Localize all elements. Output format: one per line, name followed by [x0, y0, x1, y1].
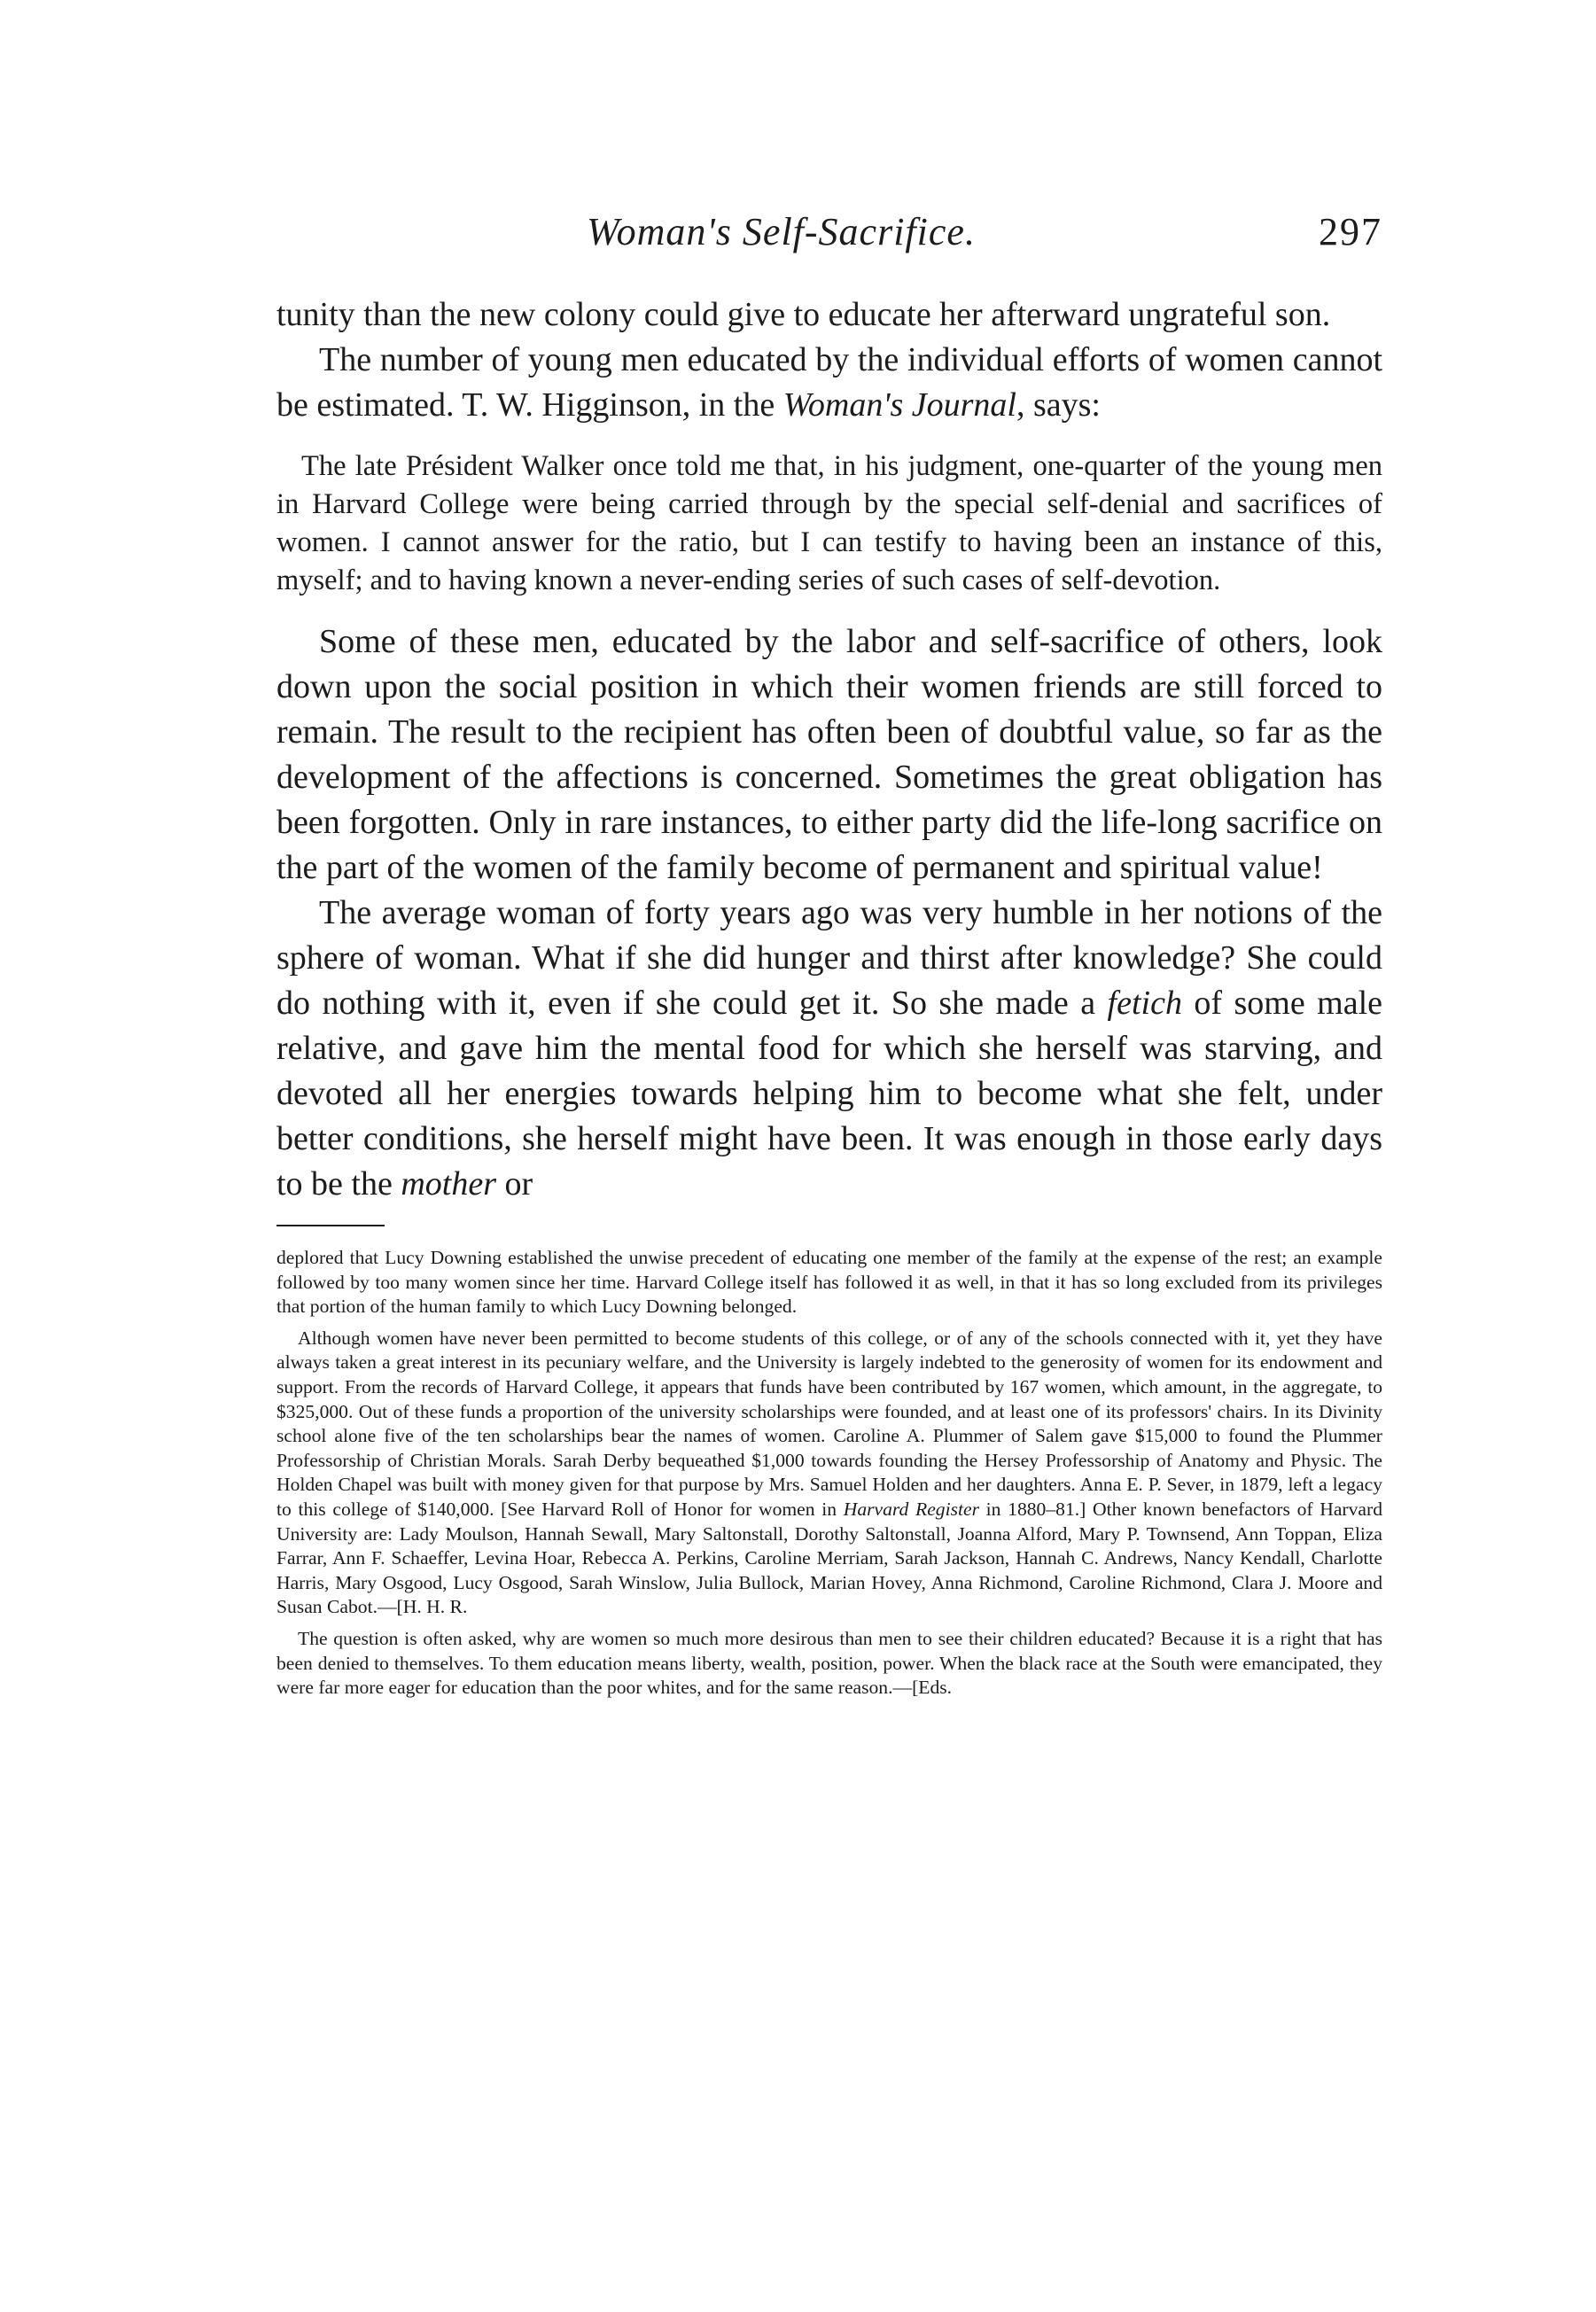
running-title: Woman's Self-Sacrifice. [587, 210, 976, 253]
paragraph-text: , says: [1016, 386, 1101, 424]
body-text [276, 292, 1382, 1708]
emphasis-fetich: fetich [1107, 985, 1182, 1022]
book-page [276, 0, 1382, 2312]
emphasis-mother: mother [401, 1165, 497, 1203]
footnote-continued: deplored that Lucy Downing established the unwise precedent of educating one member of the family at the expense of the rest; an example followed by too many women since her time. Harvard College itself has followed it as well, in that it has so long excluded from its privileges that portion of the human family to which Lucy Downing belonged. [276, 1247, 1382, 1318]
paragraph-educated-men: Some of these men, educated by the labor and self-sacrifice of others, look down upon the social position in which their women friends are still forced to remain. The result to the recipient has often been of doubtful value, so far as the development of the affections is concerned. Sometimes the great obligation has been forgotten. Only in rare instances, to either party did the life-long sacrifice on the part of the women of the family become of permanent and spiritual value! [276, 623, 1382, 886]
register-title: Harvard Register [843, 1498, 979, 1520]
footnotes [276, 1246, 1382, 1701]
footnote-editors: The question is often asked, why are women so much more desirous than men to see their children educated? Because it is a right that has been denied to themselves. To them education means liberty, wealth, position, power. When the black race at the South were emancipated, they were far more eager for education than the poor whites, and for the same reason.—[Eds. [276, 1627, 1382, 1699]
footnote-rule [276, 1225, 385, 1226]
paragraph-continued: tunity than the new colony could give to educate her afterward ungrateful son. [276, 296, 1331, 333]
paragraph-text: of some male relative, and gave him the mental food for which she herself was starving, and devoted all her energies towards helping him to become what she felt, under better conditions, she herself might have been. It was enough in those early days to be the [276, 985, 1383, 1203]
running-head [276, 209, 1382, 262]
footnote-text: Although women have never been permitted to become students of this college, or of any of the schools connected with it, yet they have always taken a great interest in its pecuniary welfare, and the University is largely indebted to the generosity of women for its endowment and support. From the records of Harvard College, it appears that funds have been contributed by 167 women, which amount, in the aggregate, to $325,000. Out of these funds a proportion of the university scholarships were founded, and at least one of its professors' chairs. In its Divinity school alone five of the ten scholarships bear the names of women. Caroline A. Plummer of Salem gave $15,000 to found the Plummer Professorship of Christian Morals. Sarah Derby bequeathed $1,000 towards founding the Hersey Professorship of Anatomy and Physic. The Holden Chapel was built with money given for that purpose by Mrs. Samuel Holden and her daughters. Anna E. P. Sever, in 1879, left a legacy to this college of $140,000. [See Harvard Roll of Honor for women in [276, 1327, 1382, 1520]
paragraph-text: or [496, 1165, 533, 1203]
paragraph-text: The number of young men educated by the individual efforts of women cannot be estimated. T. W. Higginson, in the [276, 341, 1382, 424]
paragraph-higginson [276, 338, 1382, 428]
paragraph-text: The average woman of forty years ago was very humble in her notions of the sphere of woman. What if she did hunger and thirst after knowledge? She could do nothing with it, even if she could get it. So she made a [276, 894, 1382, 1022]
journal-title: Woman's Journal [782, 386, 1016, 424]
paragraph-average-woman [276, 891, 1382, 1207]
page-number: 297 [1319, 210, 1382, 253]
block-quote: The late Président Walker once told me that, in his judgment, one-quarter of the young men in Harvard College were being carried through by the special self-denial and sacrifices of women. I cannot answer for the ratio, but I can testify to having been an instance of this, myself; and to having known a never-ending series of such cases of self-devotion. [276, 450, 1382, 596]
footnote-harvard-benefactors [276, 1327, 1382, 1620]
footnote-text: in 1880–81.] Other known benefactors of Harvard University are: Lady Moulson, Hannah Sewall, Mary Saltonstall, Dorothy Saltonstall, Joanna Alford, Mary P. Townsend, Ann Toppan, Eliza Farrar, Ann F. Schaeffer, Levina Hoar, Rebecca A. Perkins, Caroline Merriam, Sarah Jackson, Hannah C. Andrews, Nancy Kendall, Charlotte Harris, Mary Osgood, Lucy Osgood, Sarah Winslow, Julia Bullock, Marian Hovey, Anna Richmond, Caroline Richmond, Clara J. Moore and Susan Cabot.—[H. H. R. [276, 1498, 1382, 1618]
